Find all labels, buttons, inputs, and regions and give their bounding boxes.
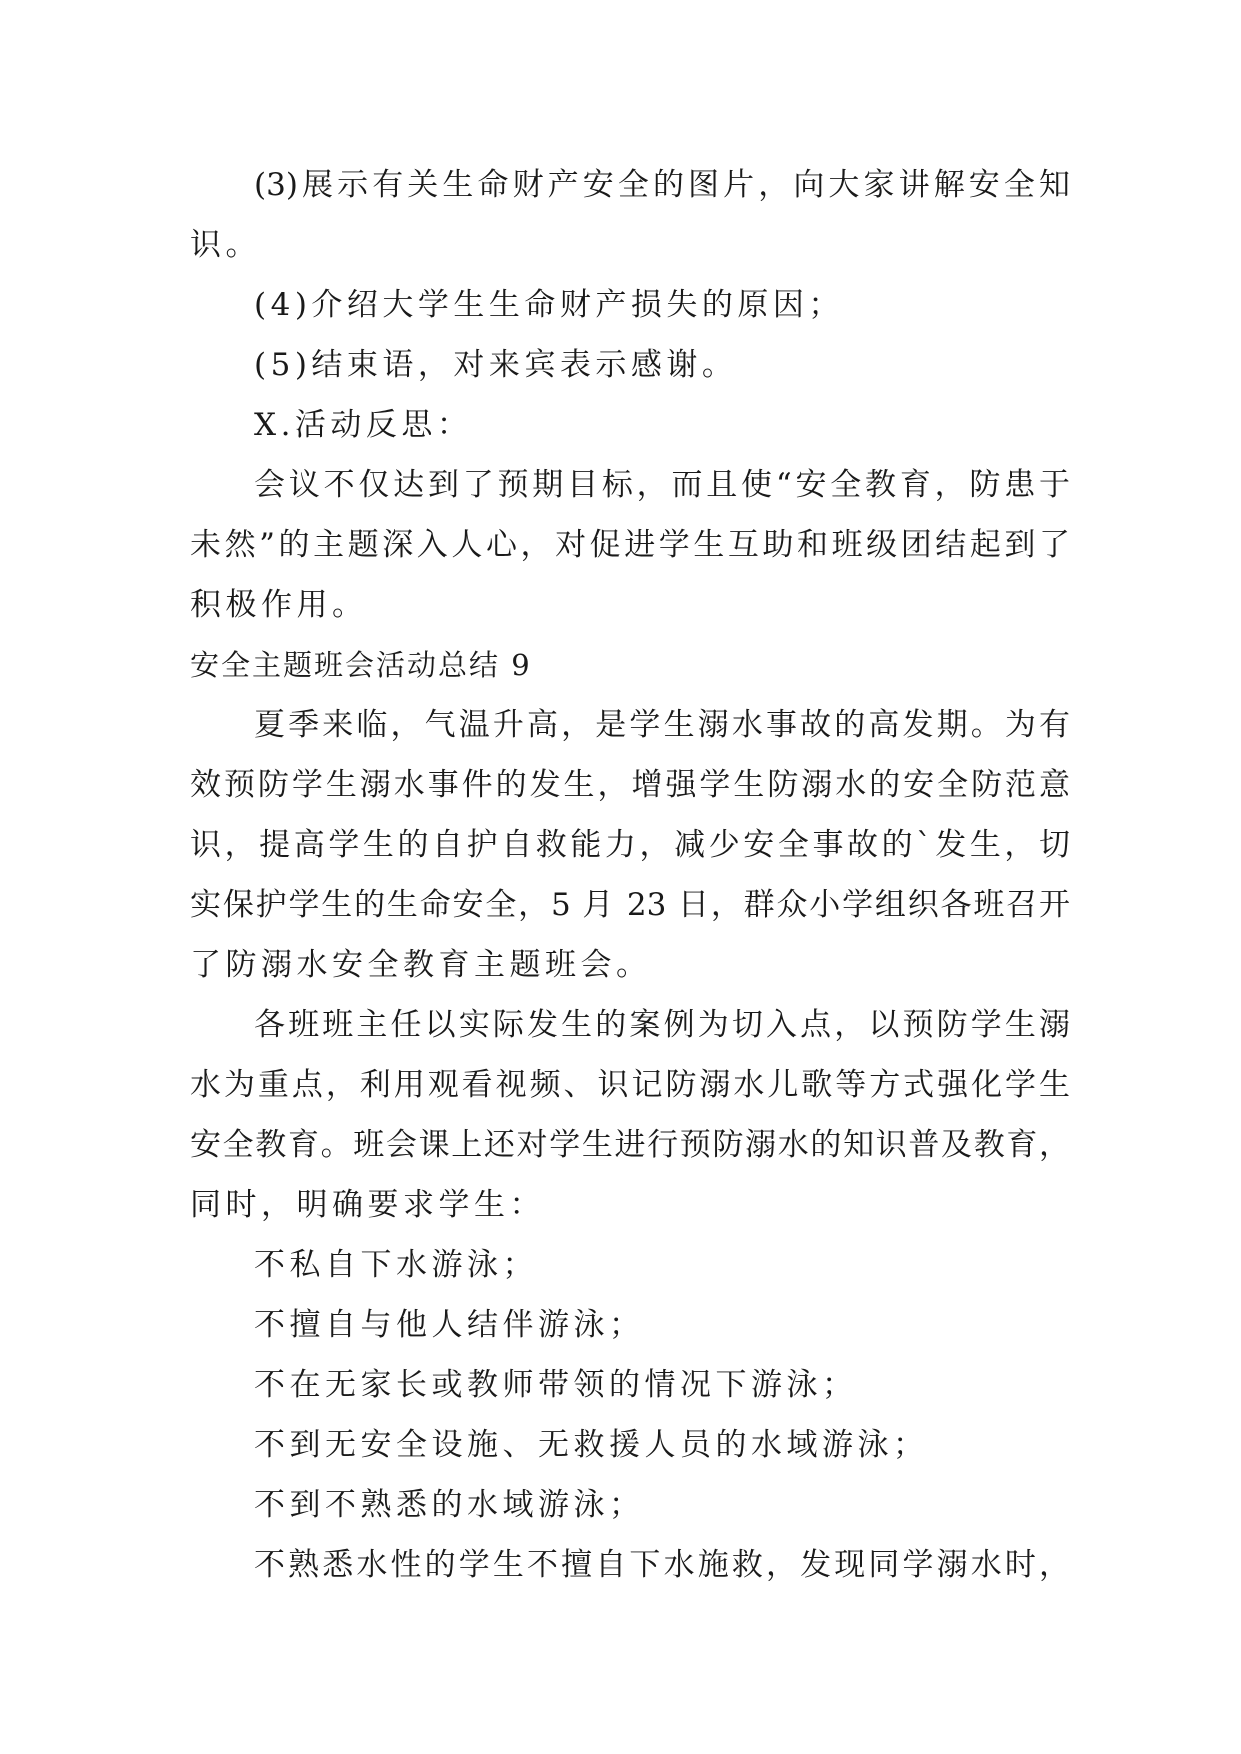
paragraph-line: 夏季来临，气温升高，是学生溺水事故的高发期。为有 [254,707,1070,743]
paragraph-line: 会议不仅达到了预期目标，而且使“安全教育，防患于 [254,467,1070,503]
paragraph-line: (5)结束语，对来宾表示感谢。 [254,347,738,383]
paragraph-line: 效预防学生溺水事件的发生，增强学生防溺水的安全防范意 [190,767,1070,803]
list-item: 不在无家长或教师带领的情况下游泳； [254,1367,858,1403]
paragraph-line: 各班班主任以实际发生的案例为切入点，以预防学生溺 [254,1007,1070,1043]
list-item: 不到不熟悉的水域游泳； [254,1487,645,1523]
paragraph-line: 未然”的主题深入人心，对促进学生互助和班级团结起到了 [190,527,1070,563]
list-item: 不私自下水游泳； [254,1247,538,1283]
paragraph-line: (3)展示有关生命财产安全的图片，向大家讲解安全知 [254,167,1070,203]
paragraph-line: 识，提高学生的自护自救能力，减少安全事故的`发生，切 [190,827,1070,863]
section-title: 安全主题班会活动总结 9 [190,648,532,682]
paragraph-line: 识。 [190,227,261,263]
paragraph-line: 了防溺水安全教育主题班会。 [190,947,652,983]
section-heading: X.活动反思： [254,407,473,443]
list-item: 不擅自与他人结伴游泳； [254,1307,645,1343]
paragraph-line: 实保护学生的生命安全，5 月 23 日，群众小学组织各班召开 [190,887,1070,923]
paragraph-line: 安全教育。班会课上还对学生进行预防溺水的知识普及教育， [190,1127,1070,1163]
paragraph-line: (4)介绍大学生生命财产损失的原因； [254,287,844,323]
paragraph-line: 水为重点，利用观看视频、识记防溺水儿歌等方式强化学生 [190,1067,1070,1103]
paragraph-line: 同时，明确要求学生： [190,1187,545,1223]
paragraph-line: 不熟悉水性的学生不擅自下水施救，发现同学溺水时， [254,1547,1070,1583]
paragraph-line: 积极作用。 [190,587,368,623]
list-item: 不到无安全设施、无救援人员的水域游泳； [254,1427,929,1463]
document-body [190,155,1070,1595]
